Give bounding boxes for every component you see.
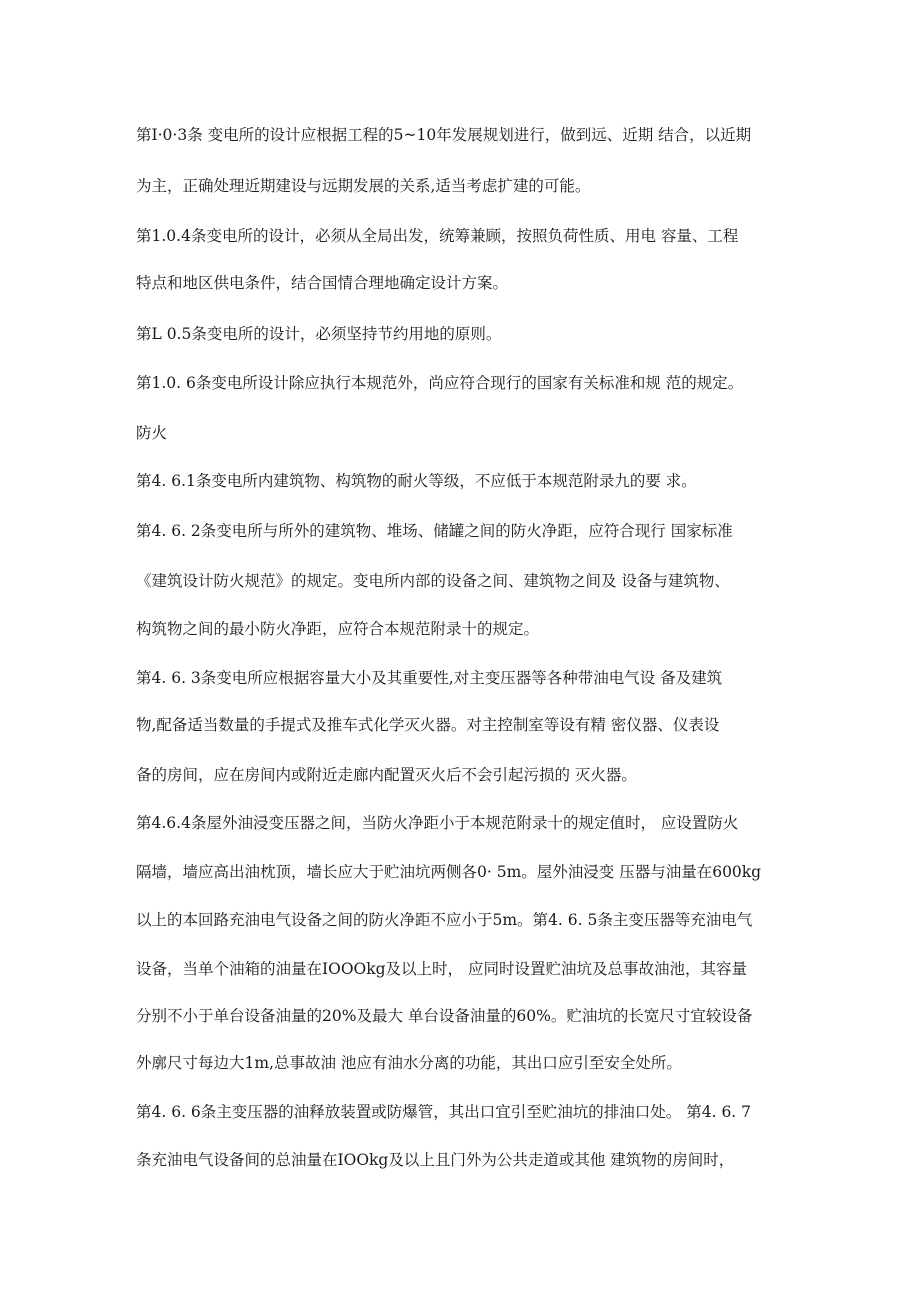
- text-line: 第4. 6. 3条变电所应根据容量大小及其重要性,对主变压器等各种带油电气设 备及建筑: [136, 669, 723, 687]
- text-line: 以上的本回路充油电气设备之间的防火净距不应小于5m。第4. 6. 5条主变压器等充油电气: [136, 911, 753, 929]
- text-line: 第4. 6.1条变电所内建筑物、构筑物的耐火等级，不应低于本规范附录九的要 求。: [136, 472, 697, 490]
- text-line: 分别不小于单台设备油量的20%及最大 单台设备油量的60%。贮油坑的长宽尺寸宜较设备: [136, 1007, 753, 1025]
- text-line: 第1.0.4条变电所的设计，必须从全局出发，统筹兼顾，按照负荷性质、用电 容量、工程: [136, 227, 739, 245]
- text-line: 物,配备适当数量的手提式及推车式化学灭火器。对主控制室等设有精 密仪器、仪表设: [136, 716, 720, 734]
- text-line: 隔墙，墙应高出油枕顶，墙长应大于贮油坑两侧各0· 5m。屋外油浸变 压器与油量在600kg: [136, 863, 762, 881]
- text-line: 外廓尺寸每边大1m,总事故油 池应有油水分离的功能，其出口应引至安全处所。: [136, 1054, 682, 1072]
- text-line: 第L 0.5条变电所的设计，必须坚持节约用地的原则。: [136, 325, 502, 343]
- text-line: 设备，当单个油箱的油量在IOOOkg及以上时， 应同时设置贮油坑及总事故油池，其容量: [136, 960, 747, 978]
- text-line: 《建筑设计防火规范》的规定。变电所内部的设备之间、建筑物之间及 设备与建筑物、: [136, 572, 730, 590]
- text-line: 第I·0·3条 变电所的设计应根据工程的5~10年发展规划进行，做到远、近期 结合，以近期: [136, 126, 752, 144]
- text-line: 备的房间，应在房间内或附近走廊内配置灭火后不会引起污损的 灭火器。: [136, 766, 637, 784]
- text-line: 构筑物之间的最小防火净距，应符合本规范附录十的规定。: [136, 620, 540, 638]
- text-line: 特点和地区供电条件，结合国情合理地确定设计方案。: [136, 274, 509, 292]
- text-line: 第1.0. 6条变电所设计除应执行本规范外，尚应符合现行的国家有关标准和规 范的规定。: [136, 374, 744, 392]
- text-line: 为主，正确处理近期建设与远期发展的关系,适当考虑扩建的可能。: [136, 177, 591, 195]
- text-line: 第4.6.4条屋外油浸变压器之间，当防火净距小于本规范附录十的规定值时， 应设置防火: [136, 814, 739, 832]
- text-line: 第4. 6. 6条主变压器的油释放装置或防爆管，其出口宜引至贮油坑的排油口处。 第4. 6. 7: [136, 1103, 752, 1121]
- text-line: 条充油电气设备间的总油量在IOOkg及以上且门外为公共走道或其他 建筑物的房间时，: [136, 1151, 735, 1169]
- text-line: 第4. 6. 2条变电所与所外的建筑物、堆场、储罐之间的防火净距，应符合现行 国家标准: [136, 522, 733, 540]
- section-heading: 防火: [136, 424, 168, 442]
